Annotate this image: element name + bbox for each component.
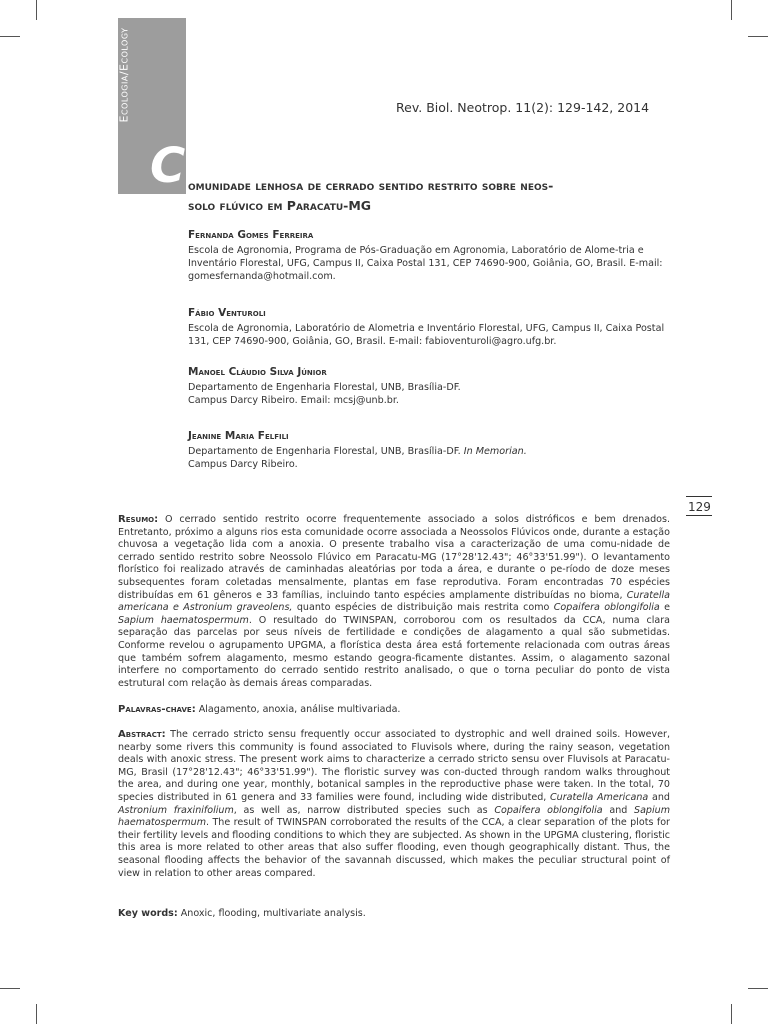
- species-name: Curatella americana e Astronium graveolens,: [118, 589, 670, 614]
- crop-mark: [36, 0, 37, 20]
- page-number-rule: [686, 496, 712, 497]
- drop-cap: C: [150, 138, 186, 194]
- resumo-paragraph: [118, 514, 670, 690]
- author-name: Jeanine Maria Felfili: [188, 430, 289, 442]
- abstract-text: and: [609, 804, 628, 816]
- species-name: Copaifera oblongifolia: [553, 602, 660, 614]
- author-affiliation: Departamento de Engenharia Florestal, UNB, Brasília-DF.: [188, 382, 461, 393]
- abstract-text: The cerrado stricto sensu frequently occur associated to dystrophic and well drained soils. However, nearby some rivers this community is found associated to Fluvisols where, during the rainy season, vegetation deals with anoxic stress. The present work aims to characterize a cerrado stricto sensu over Fluvisols at Paracatu-MG, Brasil (17°28'12.43"; 46°33'51.99"). The floristic survey was con-ducted through random walks throughout the area, and during one year, monthly, botanical samples in the reproductive phase were taken. In the total, 70 species distributed in 61 genera and 33 families were found, including wide distributed,: [118, 729, 670, 803]
- page-number-rule: [686, 515, 712, 516]
- affiliation-text: Departamento de Engenharia Florestal, UNB, Brasília-DF.: [188, 446, 461, 457]
- author-affiliation-campus: Campus Darcy Ribeiro. Email: mcsj@unb.br.: [188, 395, 399, 406]
- resumo-text: quanto espécies de distribuição mais restrita como: [296, 602, 550, 614]
- palavras-chave-label: Palavras-chave:: [118, 704, 196, 715]
- key-words-text: Anoxic, flooding, multivariate analysis.: [180, 908, 366, 919]
- section-label: [118, 83, 131, 123]
- species-name: Sapium haematospermum: [118, 804, 670, 829]
- journal-citation: Rev. Biol. Neotrop. 11(2): 129-142, 2014: [396, 100, 650, 115]
- key-words: [118, 908, 670, 921]
- crop-mark: [36, 1004, 37, 1024]
- article-title: [188, 176, 668, 216]
- author-affiliation: Escola de Agronomia, Laboratório de Alometria e Inventário Florestal, UFG, Campus II, Caixa Postal 131, CEP 74690-900, Goiânia, GO, Brasil. E-mail: fabioventuroli@agro.ufg.br.: [188, 323, 665, 347]
- author-block: [188, 307, 678, 348]
- species-name: Copaifera oblongifolia: [494, 804, 603, 816]
- crop-mark: [0, 988, 20, 989]
- crop-mark: [731, 1004, 732, 1024]
- species-name: Curatella Americana: [550, 791, 649, 803]
- abstract-paragraph: [118, 729, 670, 880]
- author-name: Fernanda Gomes Ferreira: [188, 229, 314, 241]
- abstract-text: , as well as, narrow distributed species such as: [233, 804, 488, 816]
- crop-mark: [731, 0, 732, 20]
- resumo-text: . O resultado do TWINSPAN, corroborou com os resultados da CCA, numa clara separação das parcelas por seus níveis de fertilidade e condições de alagamento a qual são submetidas. Conforme revelou o agrupamento UPGMA, a florística desta área está fortemente relacionada com outras áreas que também sofrem alagamento, mesmo estando geogra-ficamente distantes. Assim, o alagamento sazonal interfere no comportamento do cerrado sentido restrito analisado, o que o torna peculiar do ponto de vista estrutural com relação às demais áreas comparadas.: [118, 614, 670, 689]
- title-line-2: solo flúvico em Paracatu-MG: [188, 198, 372, 213]
- resumo-label: Resumo:: [118, 514, 159, 525]
- key-words-label: Key words:: [118, 908, 178, 919]
- species-name: Sapium haematospermum: [118, 614, 249, 626]
- resumo-text: O cerrado sentido restrito ocorre frequentemente associado a solos distróficos e bem drenados. Entretanto, próximo a alguns rios esta comunidade ocorre associada a Neossolos Flúvicos onde, durante a estação chuvosa a vegetação lida com a anoxia. O presente trabalho visa a caracterização de uma comu-nidade de cerrado sentido restrito sobre Neossolo Flúvico em Paracatu-MG (17°28'12.43"; 46°33'51.99"). O levantamento florístico foi realizado através de caminhadas aleatórias por toda a área, e durante o pe-ríodo de doze meses subsequentes foram coletadas mensalmente, plantas em fase reprodutiva. Foram encontradas 70 espécies distribuídas em 61 gêneros e 33 famílias, incluindo tanto espécies amplamente distribuídas no bioma,: [118, 514, 670, 601]
- crop-mark: [0, 36, 20, 37]
- author-block: [188, 229, 678, 283]
- author-affiliation: [188, 445, 678, 458]
- author-block: [188, 430, 678, 471]
- author-name: Manoel Cláudio Silva Júnior: [188, 366, 327, 378]
- abstract-label: Abstract:: [118, 729, 166, 740]
- abstract-text: . The result of TWINSPAN corroborated the results of the CCA, a clear separation of the plots for their fertility levels and flooding conditions to which they are subjected. As shown in the UPGMA clustering, floristic this area is more related to other areas that also suffer flooding, even though geographically distant. Thus, the seasonal flooding affects the behavior of the savannah discussed, which makes the peculiar structural point of view in relation to other areas compared.: [118, 817, 670, 879]
- species-name: Astronium fraxinifolium: [118, 804, 234, 816]
- author-name: Fábio Venturoli: [188, 307, 266, 319]
- page-number: 129: [688, 500, 711, 514]
- in-memorian-note: In Memorian.: [463, 446, 527, 457]
- title-line-1: omunidade lenhosa de cerrado sentido restrito sobre neos-: [188, 178, 554, 193]
- author-block: [188, 366, 678, 407]
- author-affiliation-campus: Campus Darcy Ribeiro.: [188, 459, 298, 470]
- resumo-text: e: [664, 602, 671, 614]
- palavras-chave: [118, 704, 670, 717]
- author-affiliation: Escola de Agronomia, Programa de Pós-Graduação em Agronomia, Laboratório de Alome-tria e Inventário Florestal, UFG, Campus II, Caixa Postal 131, CEP 74690-900, Goiânia, GO, Brasil. E-mail: gomesfernanda@hotmail.com.: [188, 245, 663, 282]
- crop-mark: [748, 36, 768, 37]
- abstract-text: and: [652, 791, 670, 803]
- crop-mark: [748, 988, 768, 989]
- palavras-chave-text: Alagamento, anoxia, análise multivariada.: [198, 704, 401, 715]
